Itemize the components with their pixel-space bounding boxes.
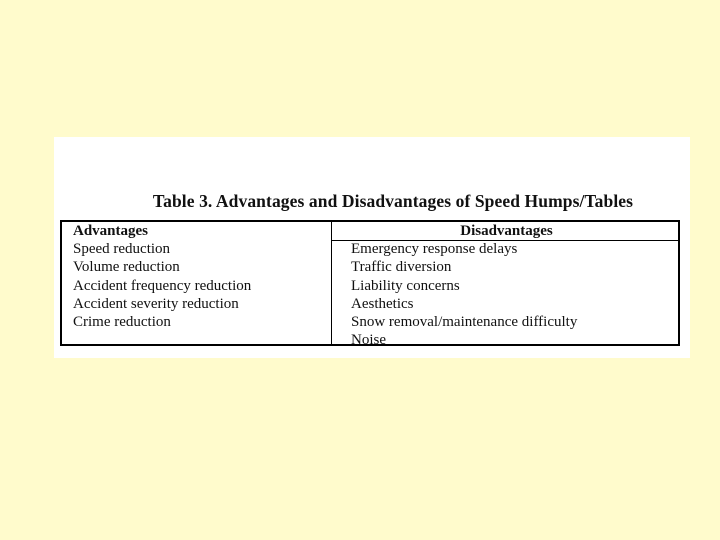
advantages-header: Advantages	[73, 223, 149, 239]
disadvantages-list	[351, 240, 577, 350]
disadvantage-item: Aesthetics	[351, 295, 414, 312]
advantages-list	[73, 240, 251, 331]
table-title: Table 3. Advantages and Disadvantages of Speed Humps/Tables	[152, 191, 634, 211]
disadvantage-item: Emergency response delays	[351, 241, 518, 257]
disadvantage-item: Noise	[351, 332, 386, 349]
advantage-item: Accident severity reduction	[73, 295, 239, 312]
advantage-item: Volume reduction	[73, 259, 180, 276]
table-panel	[54, 137, 690, 358]
disadvantage-item: Snow removal/maintenance difficulty	[351, 314, 578, 331]
speed-humps-table	[60, 220, 680, 349]
advantage-item: Speed reduction	[73, 241, 171, 257]
advantage-item: Crime reduction	[73, 314, 171, 331]
disadvantages-header: Disadvantages	[460, 223, 553, 239]
disadvantage-item: Traffic diversion	[351, 259, 452, 276]
disadvantage-item: Liability concerns	[351, 277, 460, 294]
advantage-item: Accident frequency reduction	[73, 277, 252, 294]
